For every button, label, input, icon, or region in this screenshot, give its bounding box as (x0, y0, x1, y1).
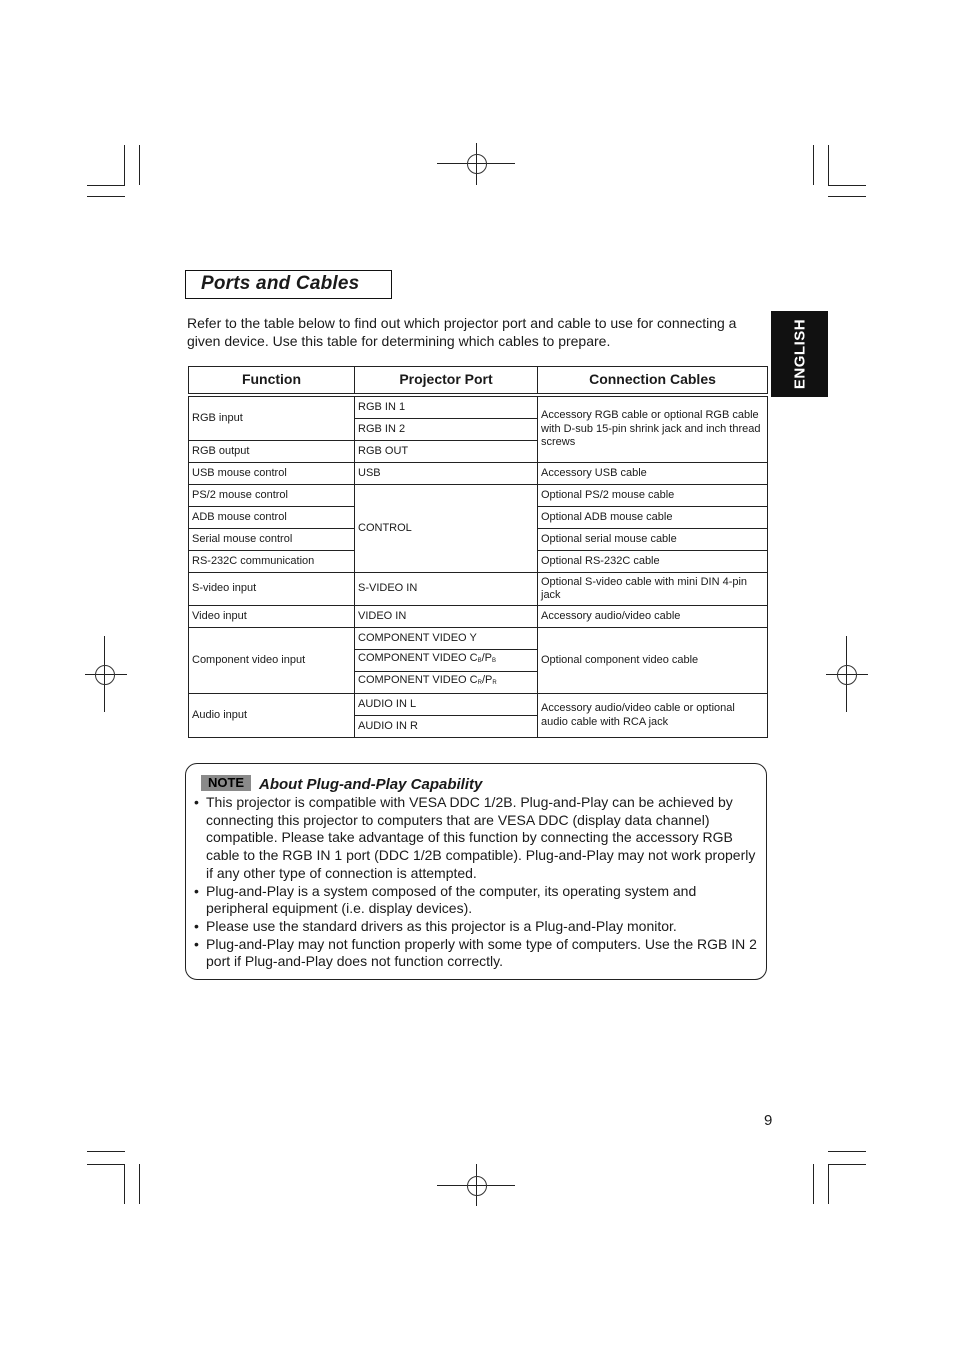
table-cell: RGB OUT (355, 441, 538, 463)
table-cell: Accessory audio/video cable (538, 606, 768, 628)
note-badge: NOTE (201, 775, 251, 791)
section-title-box (185, 270, 392, 299)
list-item: • This projector is compatible with VESA DDC 1/2B. Plug-and-Play can be achieved by connecting this projector to computers that are VESA DDC (display data channel) compatible. Please take advantage of this function by connecting the accessory RGB cable to the RGB IN 1 port (DDC 1/2B compatible). Plug-and-Play may not work properly if any other type of connection is attempted. (194, 794, 759, 883)
table-row (189, 463, 768, 485)
table-cell (355, 672, 538, 694)
table-cell: RGB input (189, 397, 355, 441)
table-cell: Optional ADB mouse cable (538, 507, 768, 529)
page-title: Ports and Cables (201, 273, 360, 294)
language-tab-label: ENGLISH (791, 318, 808, 390)
table-row (189, 606, 768, 628)
table-cell: AUDIO IN L (355, 694, 538, 716)
language-tab (771, 311, 828, 397)
table-row (189, 573, 768, 606)
table-cell: PS/2 mouse control (189, 485, 355, 507)
table-cell: Video input (189, 606, 355, 628)
table-cell: ADB mouse control (189, 507, 355, 529)
cell-text: /P (481, 674, 493, 687)
table-cell: RGB IN 2 (355, 419, 538, 441)
table-cell: Accessory RGB cable or optional RGB cable with D-sub 15-pin shrink jack and inch thread screws (538, 397, 768, 463)
table-cell (355, 650, 538, 672)
table-cell: Serial mouse control (189, 529, 355, 551)
table-cell: Optional PS/2 mouse cable (538, 485, 768, 507)
table-row (189, 694, 768, 716)
table-row (189, 628, 768, 650)
table-cell: Audio input (189, 694, 355, 738)
table-cell: Accessory audio/video cable or optional audio cable with RCA jack (538, 694, 768, 738)
table-cell: S-VIDEO IN (355, 573, 538, 606)
table-cell: VIDEO IN (355, 606, 538, 628)
table-cell: RGB output (189, 441, 355, 463)
table-cell: CONTROL (355, 485, 538, 573)
table-cell: RS-232C communication (189, 551, 355, 573)
table-cell: Accessory USB cable (538, 463, 768, 485)
table-cell: Component video input (189, 628, 355, 694)
list-item: • Please use the standard drivers as this projector is a Plug-and-Play monitor. (194, 918, 759, 936)
header-connection-cables: Connection Cables (538, 367, 768, 394)
note-box (185, 763, 767, 980)
list-item: • Plug-and-Play is a system composed of the computer, its operating system and peripheral equipment (i.e. display devices). (194, 883, 759, 918)
subscript: B (492, 658, 497, 665)
table-cell: RGB IN 1 (355, 397, 538, 419)
table-cell: S-video input (189, 573, 355, 606)
page-number: 9 (764, 1112, 773, 1129)
header-projector-port: Projector Port (355, 367, 538, 394)
table-cell: Optional component video cable (538, 628, 768, 694)
table-cell: USB mouse control (189, 463, 355, 485)
table-cell: Optional S-video cable with mini DIN 4-pin jack (538, 573, 768, 606)
cell-text: COMPONENT VIDEO C (358, 674, 478, 687)
table-header-row (189, 367, 768, 394)
table-row (189, 397, 768, 419)
table-cell: AUDIO IN R (355, 716, 538, 738)
intro-paragraph: Refer to the table below to find out which projector port and cable to use for connecting a given device. Use this table for determining which cables to prepare. (187, 315, 737, 349)
cell-text: /P (481, 652, 493, 665)
note-heading: About Plug-and-Play Capability (259, 776, 483, 793)
list-item: • Plug-and-Play may not function properly with some type of computers. Use the RGB IN 2 port if Plug-and-Play does not function correctly. (194, 936, 759, 971)
header-function: Function (189, 367, 355, 394)
table-row (189, 485, 768, 507)
table-cell: Optional serial mouse cable (538, 529, 768, 551)
subscript: R (477, 680, 482, 687)
note-list (194, 794, 759, 971)
table-cell: USB (355, 463, 538, 485)
ports-cables-table (188, 366, 768, 738)
cell-text: COMPONENT VIDEO C (358, 652, 478, 665)
subscript: R (492, 680, 497, 687)
subscript: B (477, 658, 482, 665)
table-cell: Optional RS-232C cable (538, 551, 768, 573)
table-cell: COMPONENT VIDEO Y (355, 628, 538, 650)
